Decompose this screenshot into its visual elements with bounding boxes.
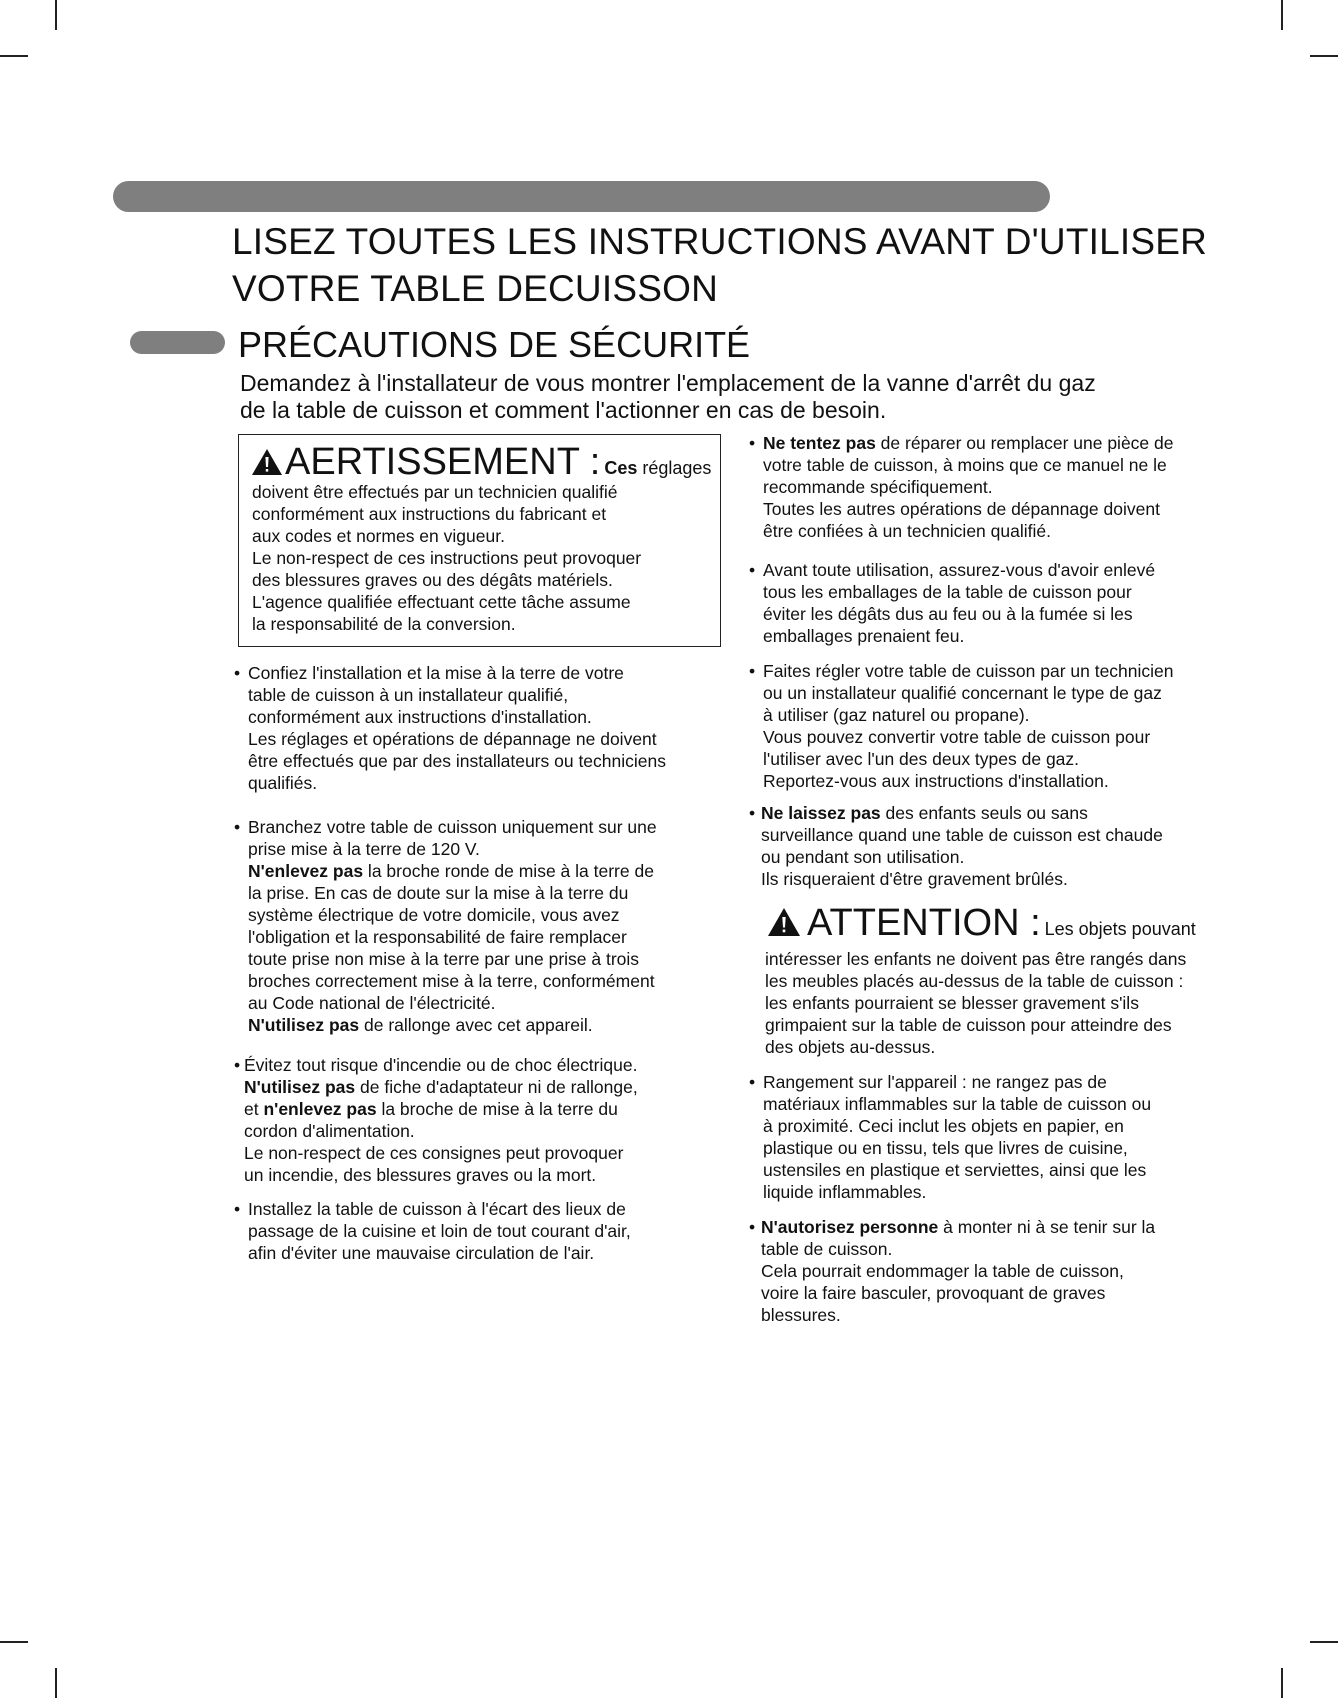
list-item	[234, 662, 666, 794]
item-line	[749, 559, 1155, 581]
item-line: qualifiés.	[248, 773, 318, 793]
item-text: de rallonge avec cet appareil.	[359, 1015, 593, 1035]
bullet-icon: •	[234, 663, 241, 683]
crop-mark	[55, 0, 57, 30]
item-line: table de cuisson à un installateur qualifié,	[248, 685, 569, 705]
item-bold: N'enlevez pas	[248, 861, 364, 881]
item-line: emballages prenaient feu.	[763, 626, 965, 646]
list-item	[749, 802, 1163, 890]
intro-line: de la table de cuisson et comment l'actionner en cas de besoin.	[240, 397, 887, 423]
item-line	[749, 660, 1174, 682]
item-line	[234, 816, 657, 838]
item-text: Branchez votre table de cuisson uniquement sur une	[248, 817, 657, 837]
item-text: Rangement sur l'appareil : ne rangez pas de	[763, 1072, 1107, 1092]
item-line: surveillance quand une table de cuisson est chaude	[761, 825, 1163, 845]
warning-title	[251, 441, 711, 483]
warning-heading-tail-text: réglages	[637, 458, 712, 478]
item-line: cordon d'alimentation.	[244, 1121, 415, 1141]
attention-line: intéresser les enfants ne doivent pas être rangés dans	[765, 949, 1187, 969]
warning-line: aux codes et normes en vigueur.	[252, 526, 505, 546]
item-line	[234, 860, 657, 882]
warning-line: doivent être effectués par un technicien qualifié	[252, 482, 618, 502]
item-text: et	[244, 1099, 264, 1119]
crop-mark	[1310, 55, 1338, 57]
item-line: matériaux inflammables sur la table de cuisson ou	[763, 1094, 1152, 1114]
bullet-icon: •	[234, 1199, 241, 1219]
item-line: broches correctement mise à la terre, conformément	[248, 971, 655, 991]
item-bold: Ne laissez pas	[761, 803, 881, 823]
warning-heading-tail	[604, 458, 711, 478]
item-line: l'obligation et la responsabilité de faire remplacer	[248, 927, 627, 947]
attention-line: les enfants pourraient se blesser gravement s'ils	[765, 993, 1139, 1013]
list-item	[749, 660, 1174, 792]
attention-line: des objets au-dessus.	[765, 1037, 936, 1057]
warning-line: la responsabilité de la conversion.	[252, 614, 516, 634]
attention-heading: ATTENTION :	[807, 902, 1041, 944]
item-line	[234, 1014, 657, 1036]
item-line: tous les emballages de la table de cuisson pour	[763, 582, 1132, 602]
bullet-icon: •	[234, 1055, 241, 1075]
item-line: Toutes les autres opérations de dépannage doivent	[763, 499, 1160, 519]
item-line: afin d'éviter une mauvaise circulation de l'air.	[248, 1243, 595, 1263]
item-line: ou un installateur qualifié concernant le type de gaz	[763, 683, 1162, 703]
item-line	[234, 662, 666, 684]
item-text: Installez la table de cuisson à l'écart des lieux de	[248, 1199, 626, 1219]
item-line: table de cuisson.	[761, 1239, 893, 1259]
warning-triangle-icon	[767, 907, 801, 937]
item-text: Avant toute utilisation, assurez-vous d'avoir enlevé	[763, 560, 1156, 580]
warning-body	[252, 481, 641, 635]
item-line: liquide inflammables.	[763, 1182, 927, 1202]
attention-title	[767, 902, 1196, 944]
item-line: ustensiles en plastique et serviettes, ainsi que les	[763, 1160, 1147, 1180]
item-line: système électrique de votre domicile, vous avez	[248, 905, 620, 925]
item-line	[749, 1071, 1151, 1093]
item-line: plastique ou en tissu, tels que livres de cuisine,	[763, 1138, 1128, 1158]
item-bold: N'utilisez pas	[244, 1077, 356, 1097]
item-bold: Ne tentez pas	[763, 433, 876, 453]
warning-heading: AERTISSEMENT :	[285, 441, 601, 483]
page-title	[232, 218, 1212, 312]
intro-line: Demandez à l'installateur de vous montrer l'emplacement de la vanne d'arrêt du gaz	[240, 370, 1096, 396]
item-line	[749, 802, 1163, 824]
item-line: la prise. En cas de doute sur la mise à la terre du	[248, 883, 629, 903]
item-line	[234, 1098, 638, 1120]
item-line: éviter les dégâts dus au feu ou à la fumée si les	[763, 604, 1133, 624]
item-line: prise mise à la terre de 120 V.	[248, 839, 480, 859]
item-line: Les réglages et opérations de dépannage ne doivent	[248, 729, 657, 749]
bullet-icon: •	[749, 433, 756, 453]
item-line	[749, 432, 1174, 454]
attention-heading-tail: Les objets pouvant	[1044, 919, 1196, 939]
item-bold: n'enlevez pas	[263, 1099, 377, 1119]
section-pill	[130, 331, 225, 354]
page-title-line: VOTRE TABLE DECUISSON	[232, 268, 718, 309]
item-text: des enfants seuls ou sans	[880, 803, 1088, 823]
item-line: à proximité. Ceci inclut les objets en papier, en	[763, 1116, 1124, 1136]
attention-body	[765, 948, 1186, 1058]
item-line: conformément aux instructions d'installation.	[248, 707, 592, 727]
crop-mark	[1310, 1641, 1338, 1643]
item-line: être confiées à un technicien qualifié.	[763, 521, 1051, 541]
crop-mark	[1281, 1668, 1283, 1698]
intro-text	[240, 370, 1240, 424]
bullet-icon: •	[749, 803, 756, 823]
crop-mark	[1281, 0, 1283, 30]
item-line: ou pendant son utilisation.	[761, 847, 965, 867]
item-text: Évitez tout risque d'incendie ou de choc électrique.	[244, 1055, 638, 1075]
bullet-icon: •	[749, 1072, 756, 1092]
page-title-line: LISEZ TOUTES LES INSTRUCTIONS AVANT D'UTILISER	[232, 221, 1208, 262]
list-item	[234, 1198, 631, 1264]
item-line: Reportez-vous aux instructions d'installation.	[763, 771, 1109, 791]
crop-mark	[55, 1668, 57, 1698]
item-line: au Code national de l'électricité.	[248, 993, 496, 1013]
header-bar	[113, 181, 1050, 212]
warning-triangle-icon	[251, 448, 283, 476]
item-text: Faites régler votre table de cuisson par un technicien	[763, 661, 1174, 681]
warning-heading-tail-bold: Ces	[604, 458, 638, 478]
item-line: être effectués que par des installateurs ou techniciens	[248, 751, 666, 771]
item-text: Confiez l'installation et la mise à la terre de votre	[248, 663, 624, 683]
item-text: la broche ronde de mise à la terre de	[363, 861, 654, 881]
warning-box	[238, 434, 721, 647]
item-text: de fiche d'adaptateur ni de rallonge,	[355, 1077, 638, 1097]
item-line: voire la faire basculer, provoquant de graves	[761, 1283, 1106, 1303]
section-title: PRÉCAUTIONS DE SÉCURITÉ	[238, 324, 751, 365]
item-bold: N'autorisez personne	[761, 1217, 939, 1237]
item-bold: N'utilisez pas	[248, 1015, 360, 1035]
warning-line: L'agence qualifiée effectuant cette tâche assume	[252, 592, 631, 612]
item-line: à utiliser (gaz naturel ou propane).	[763, 705, 1030, 725]
bullet-icon: •	[749, 560, 756, 580]
item-line	[234, 1198, 631, 1220]
crop-mark	[0, 1641, 28, 1643]
item-line	[234, 1054, 638, 1076]
attention-line: grimpaient sur la table de cuisson pour atteindre des	[765, 1015, 1172, 1035]
item-text: à monter ni à se tenir sur la	[938, 1217, 1156, 1237]
list-item	[749, 432, 1174, 542]
bullet-icon: •	[749, 1217, 756, 1237]
list-item	[234, 1054, 638, 1186]
item-line	[749, 1216, 1155, 1238]
warning-line: conformément aux instructions du fabricant et	[252, 504, 607, 524]
item-line: Vous pouvez convertir votre table de cuisson pour	[763, 727, 1151, 747]
list-item	[749, 559, 1155, 647]
list-item	[749, 1216, 1155, 1326]
bullet-icon: •	[234, 817, 241, 837]
item-line: Le non-respect de ces consignes peut provoquer	[244, 1143, 624, 1163]
attention-line: les meubles placés au-dessus de la table de cuisson :	[765, 971, 1184, 991]
item-line: votre table de cuisson, à moins que ce manuel ne le	[763, 455, 1167, 475]
item-line: recommande spécifiquement.	[763, 477, 993, 497]
item-line: blessures.	[761, 1305, 841, 1325]
item-line: passage de la cuisine et loin de tout courant d'air,	[248, 1221, 631, 1241]
warning-line: Le non-respect de ces instructions peut provoquer	[252, 548, 642, 568]
item-line	[234, 1076, 638, 1098]
list-item	[749, 1071, 1151, 1203]
item-text: la broche de mise à la terre du	[376, 1099, 618, 1119]
warning-line: des blessures graves ou des dégâts matériels.	[252, 570, 613, 590]
bullet-icon: •	[749, 661, 756, 681]
item-line: Cela pourrait endommager la table de cuisson,	[761, 1261, 1124, 1281]
item-line: un incendie, des blessures graves ou la mort.	[244, 1165, 597, 1185]
item-line: l'utiliser avec l'un des deux types de gaz.	[763, 749, 1080, 769]
item-text: de réparer ou remplacer une pièce de	[875, 433, 1174, 453]
item-line: toute prise non mise à la terre par une prise à trois	[248, 949, 640, 969]
crop-mark	[0, 55, 28, 57]
item-line: Ils risqueraient d'être gravement brûlés.	[761, 869, 1068, 889]
list-item	[234, 816, 657, 1036]
